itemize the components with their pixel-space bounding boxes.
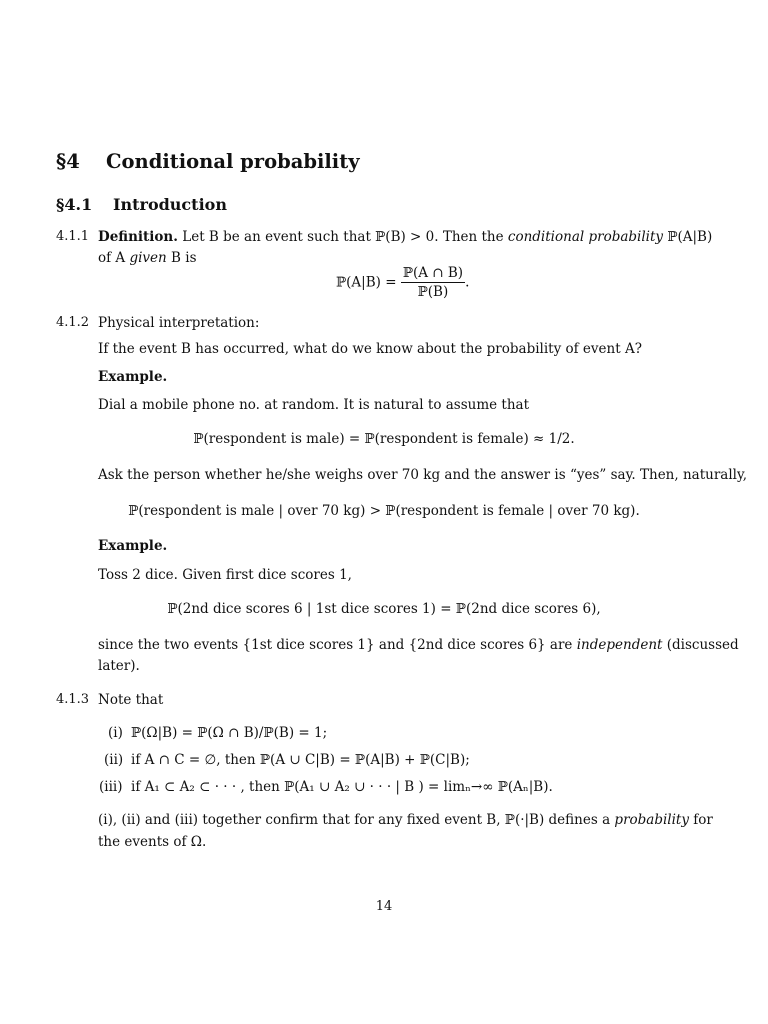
- definition-line1-post: ℙ(A|B): [663, 229, 713, 245]
- example-2-text: Toss 2 dice. Given first dice scores 1,: [98, 567, 352, 583]
- example-1-text-2: Ask the person whether he/she weighs over 70 kg and the answer is “yes” say. Then, naturally,: [98, 467, 748, 483]
- note-list-label-3: (iii): [99, 779, 123, 795]
- item-number-412: 4.1.2: [56, 315, 90, 330]
- definition-line-2: [98, 249, 197, 267]
- note-list-text-2: if A ∩ C = ∅, then ℙ(A ∪ C|B) = ℙ(A|B) + ℙ(C|B);: [131, 752, 470, 768]
- subsection-number: §4.1: [56, 195, 93, 214]
- page-number: 14: [375, 899, 393, 914]
- note-list-label-2: (ii): [104, 752, 124, 768]
- section-number: §4: [56, 150, 80, 173]
- note-conclusion-line-1: [98, 811, 713, 829]
- definition-line1-pre: Let B be an event such that ℙ(B) > 0. Then the: [182, 229, 508, 245]
- example-1-label: Example.: [98, 369, 168, 385]
- interpretation-heading: Physical interpretation:: [98, 315, 260, 331]
- definition-line2-pre: of A: [98, 250, 130, 266]
- probability-term: probability: [614, 812, 689, 828]
- definition-equation: [336, 265, 469, 300]
- example-2-text-2-pre: since the two events {1st dice scores 1} and {2nd dice scores 6} are: [98, 637, 577, 653]
- item-number-413: 4.1.3: [56, 692, 90, 707]
- equation-denominator: ℙ(B): [417, 284, 449, 300]
- note-conclusion-line-2: the events of Ω.: [98, 834, 207, 850]
- equation-fraction: [401, 265, 465, 300]
- interpretation-question: If the event B has occurred, what do we know about the probability of event A?: [98, 341, 642, 357]
- equation-lhs: ℙ(A|B) =: [336, 274, 397, 291]
- definition-term: conditional probability: [507, 229, 664, 245]
- independent-term: independent: [576, 637, 663, 653]
- example-1-text: Dial a mobile phone no. at random. It is natural to assume that: [98, 397, 530, 413]
- example-2-text-2-post: (discussed: [662, 637, 739, 653]
- note-heading: Note that: [98, 692, 164, 708]
- example-2-text-2: [98, 636, 739, 654]
- equation-numerator: ℙ(A ∩ B): [402, 265, 464, 281]
- definition-line2-post: B is: [166, 250, 197, 266]
- note-list-text-3: if A₁ ⊂ A₂ ⊂ · · · , then ℙ(A₁ ∪ A₂ ∪ · · · | B ) = limₙ→∞ ℙ(Aₙ|B).: [131, 779, 553, 795]
- definition-line-1: [98, 228, 712, 246]
- note-list-label-1: (i): [108, 725, 123, 741]
- note-conclusion-post: for: [688, 812, 713, 828]
- example-2-text-3: later).: [98, 658, 140, 674]
- note-conclusion-pre: (i), (ii) and (iii) together confirm that for any fixed event B, ℙ(·|B) defines a: [98, 812, 615, 828]
- note-list-text-1: ℙ(Ω|B) = ℙ(Ω ∩ B)/ℙ(B) = 1;: [131, 725, 328, 741]
- subsection-title: Introduction: [113, 195, 227, 214]
- example-1-equation: ℙ(respondent is male) = ℙ(respondent is female) ≈ 1/2.: [193, 431, 575, 447]
- definition-given: given: [129, 250, 167, 266]
- section-title: Conditional probability: [106, 150, 360, 173]
- definition-label: Definition.: [98, 229, 178, 245]
- example-1-equation-2: ℙ(respondent is male | over 70 kg) > ℙ(respondent is female | over 70 kg).: [128, 503, 640, 519]
- example-2-equation: ℙ(2nd dice scores 6 | 1st dice scores 1) = ℙ(2nd dice scores 6),: [167, 601, 601, 617]
- item-number-411: 4.1.1: [56, 229, 90, 244]
- equation-end: .: [465, 274, 470, 291]
- example-2-label: Example.: [98, 538, 168, 554]
